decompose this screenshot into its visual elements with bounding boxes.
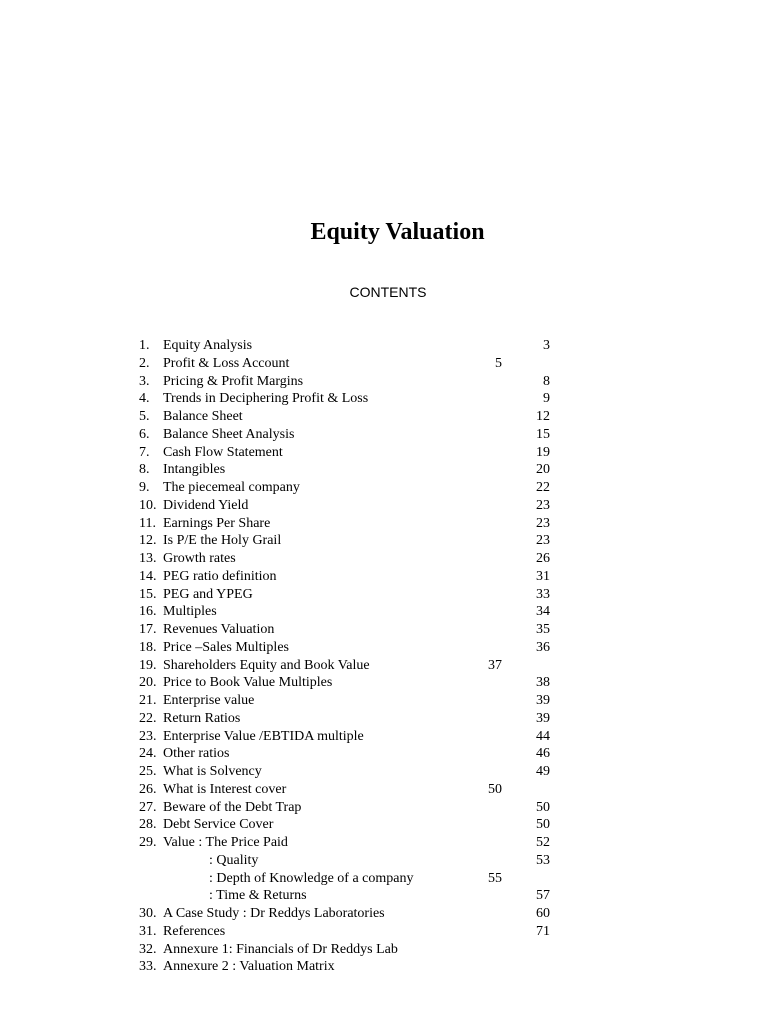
toc-entry	[0, 816, 768, 834]
toc-entry	[0, 532, 768, 550]
toc-entry-title: A Case Study : Dr Reddys Laboratories	[163, 906, 385, 921]
toc-entry-title: Intangibles	[163, 462, 226, 478]
toc-entry	[0, 799, 768, 817]
toc-entry	[0, 603, 768, 621]
toc-entry	[0, 834, 768, 852]
toc-entry-number: 30.	[139, 906, 157, 921]
toc-entry-number: 7.	[139, 444, 150, 460]
toc-entry-number: 1.	[139, 338, 150, 353]
toc-entry-page-number: 5	[495, 355, 502, 371]
toc-entry-page-number: 3	[543, 338, 550, 353]
toc-entry-page-number: 15	[536, 426, 550, 442]
toc-entry-title: Value : The Price Paid	[163, 835, 288, 850]
toc-entry-page-number: 55	[488, 870, 502, 886]
toc-entry-page-number: 39	[536, 693, 550, 708]
toc-entry-page-number: 34	[536, 604, 550, 620]
toc-entry-number: 28.	[139, 817, 157, 833]
toc-entry	[0, 852, 768, 870]
toc-entry-title: Other ratios	[163, 746, 230, 762]
toc-entry	[0, 550, 768, 568]
toc-entry	[0, 373, 768, 391]
toc-entry-title: Price –Sales Multiples	[163, 639, 289, 655]
toc-entry-page-number: 44	[536, 728, 550, 744]
toc-entry-page-number: 22	[536, 480, 550, 495]
toc-entry-page-number: 26	[536, 551, 550, 566]
toc-entry-title: Revenues Valuation	[163, 622, 275, 637]
toc-entry-page-number: 57	[536, 888, 550, 904]
toc-entry-title: Enterprise Value /EBTIDA multiple	[163, 728, 364, 744]
toc-entry	[0, 426, 768, 444]
toc-entry-page-number: 71	[536, 923, 550, 939]
toc-entry	[0, 390, 768, 408]
toc-entry-number: 3.	[139, 373, 150, 389]
toc-entry-page-number: 8	[543, 373, 550, 389]
toc-entry-number: 20.	[139, 675, 157, 691]
toc-entry	[0, 692, 768, 710]
toc-entry	[0, 355, 768, 373]
toc-entry	[0, 905, 768, 923]
toc-entry-number: 32.	[139, 941, 157, 957]
toc-entry-number: 4.	[139, 391, 150, 407]
toc-entry-title: Return Ratios	[163, 710, 241, 726]
toc-entry	[0, 887, 768, 905]
toc-entry	[0, 781, 768, 799]
toc-entry-number: 24.	[139, 746, 157, 762]
toc-entry-page-number: 23	[536, 515, 550, 531]
toc-entry	[0, 408, 768, 426]
toc-entry-page-number: 23	[536, 533, 550, 549]
toc-entry-title: Price to Book Value Multiples	[163, 675, 333, 691]
toc-entry-number: 10.	[139, 497, 157, 513]
toc-entry	[0, 657, 768, 675]
toc-entry-title: References	[163, 923, 226, 939]
toc-entry-number: 5.	[139, 409, 150, 424]
toc-entry-number: 11.	[139, 515, 156, 531]
toc-entry	[0, 586, 768, 604]
toc-entry-title: Trends in Deciphering Profit & Loss	[163, 391, 369, 407]
toc-entry	[0, 710, 768, 728]
toc-entry	[0, 497, 768, 515]
toc-entry-page-number: 35	[536, 622, 550, 637]
toc-entry-page-number: 46	[536, 746, 550, 762]
toc-entry	[0, 515, 768, 533]
toc-entry-number: 13.	[139, 551, 157, 566]
toc-entry	[0, 621, 768, 639]
toc-entry	[0, 639, 768, 657]
toc-entry-number: 22.	[139, 710, 157, 726]
toc-entry-number: 6.	[139, 426, 150, 442]
toc-entry-title: PEG and YPEG	[163, 586, 253, 602]
toc-entry	[0, 568, 768, 586]
toc-entry-number: 8.	[139, 462, 150, 478]
toc-entry-number: 31.	[139, 923, 157, 939]
toc-entry-page-number: 53	[536, 852, 550, 868]
toc-entry-number: 23.	[139, 728, 157, 744]
toc-entry-page-number: 50	[536, 799, 550, 815]
toc-entry-number: 21.	[139, 693, 157, 708]
toc-entry-page-number: 19	[536, 444, 550, 460]
toc-entry-title: What is Solvency	[163, 764, 262, 779]
toc-entry	[0, 337, 768, 355]
toc-entry-page-number: 49	[536, 764, 550, 779]
toc-entry-number: 2.	[139, 355, 150, 371]
contents-heading: CONTENTS	[349, 284, 427, 300]
toc-entry	[0, 870, 768, 888]
toc-entry-title: Beware of the Debt Trap	[163, 799, 302, 815]
table-of-contents	[0, 337, 768, 976]
toc-entry-page-number: 33	[536, 586, 550, 602]
toc-entry	[0, 923, 768, 941]
toc-entry-title: Debt Service Cover	[163, 817, 274, 833]
toc-entry-title: PEG ratio definition	[163, 568, 277, 584]
toc-entry	[0, 461, 768, 479]
toc-entry-number: 29.	[139, 835, 157, 850]
toc-entry	[0, 728, 768, 746]
document-title: Equity Valuation	[310, 219, 485, 245]
toc-entry-title: Annexure 2 : Valuation Matrix	[163, 959, 335, 975]
toc-entry-page-number: 12	[536, 409, 550, 424]
toc-entry-number: 12.	[139, 533, 157, 549]
toc-entry-number: 16.	[139, 604, 157, 620]
toc-entry	[0, 479, 768, 497]
toc-entry-page-number: 38	[536, 675, 550, 691]
toc-entry	[0, 763, 768, 781]
toc-entry-title: : Time & Returns	[209, 888, 307, 904]
toc-entry-page-number: 23	[536, 497, 550, 513]
toc-entry	[0, 941, 768, 959]
toc-entry-title: Balance Sheet Analysis	[163, 426, 295, 442]
toc-entry-title: Annexure 1: Financials of Dr Reddys Lab	[163, 941, 398, 957]
toc-entry-page-number: 37	[488, 657, 502, 673]
toc-entry-title: Profit & Loss Account	[163, 355, 290, 371]
toc-entry-number: 25.	[139, 764, 157, 779]
toc-entry-number: 33.	[139, 959, 157, 975]
toc-entry-page-number: 31	[536, 568, 550, 584]
toc-entry-page-number: 39	[536, 710, 550, 726]
toc-entry	[0, 444, 768, 462]
toc-entry-page-number: 9	[543, 391, 550, 407]
toc-entry-page-number: 52	[536, 835, 550, 850]
toc-entry	[0, 745, 768, 763]
toc-entry-title: What is Interest cover	[163, 781, 287, 797]
toc-entry-title: : Depth of Knowledge of a company	[209, 870, 414, 886]
toc-entry-page-number: 50	[488, 781, 502, 797]
toc-entry-title: Is P/E the Holy Grail	[163, 533, 282, 549]
toc-entry-number: 26.	[139, 781, 157, 797]
toc-entry-title: Dividend Yield	[163, 497, 249, 513]
toc-entry-title: The piecemeal company	[163, 480, 300, 495]
toc-entry-title: Growth rates	[163, 551, 236, 566]
toc-entry-title: Pricing & Profit Margins	[163, 373, 304, 389]
toc-entry-title: Balance Sheet	[163, 409, 243, 424]
toc-entry-number: 19.	[139, 657, 157, 673]
toc-entry	[0, 958, 768, 976]
toc-entry-title: Earnings Per Share	[163, 515, 271, 531]
toc-entry-number: 17.	[139, 622, 157, 637]
toc-entry-number: 14.	[139, 568, 157, 584]
toc-entry	[0, 674, 768, 692]
toc-entry-title: Equity Analysis	[163, 338, 253, 353]
toc-entry-number: 9.	[139, 480, 150, 495]
toc-entry-number: 15.	[139, 586, 157, 602]
toc-entry-number: 18.	[139, 639, 157, 655]
toc-entry-title: Shareholders Equity and Book Value	[163, 657, 370, 673]
toc-entry-page-number: 60	[536, 906, 550, 921]
toc-entry-number: 27.	[139, 799, 157, 815]
toc-entry-title: Enterprise value	[163, 693, 255, 708]
toc-entry-title: Multiples	[163, 604, 217, 620]
toc-entry-page-number: 36	[536, 639, 550, 655]
toc-entry-page-number: 20	[536, 462, 550, 478]
toc-entry-title: : Quality	[209, 852, 259, 868]
toc-entry-page-number: 50	[536, 817, 550, 833]
toc-entry-title: Cash Flow Statement	[163, 444, 283, 460]
